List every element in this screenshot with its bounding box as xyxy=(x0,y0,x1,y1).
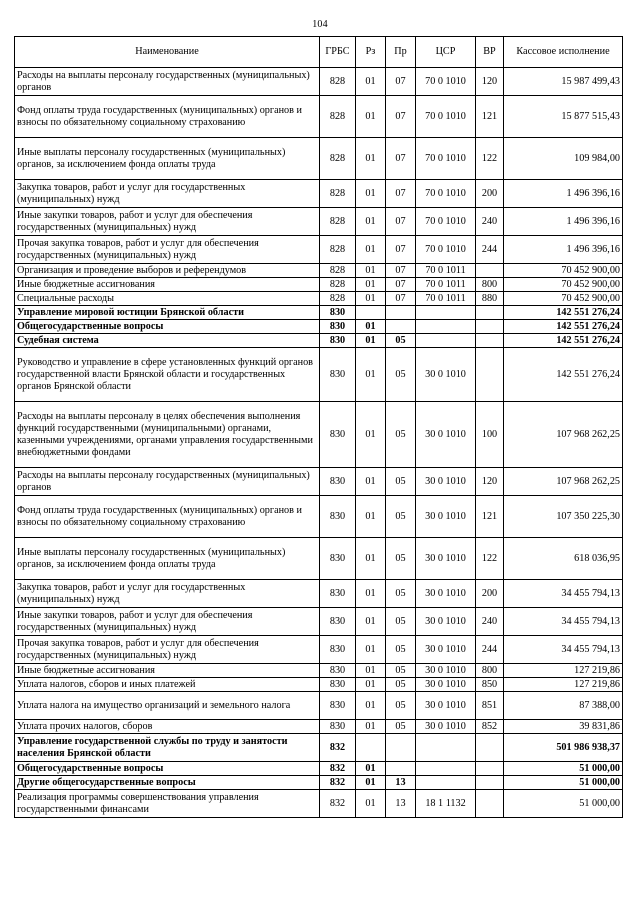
header-csr: ЦСР xyxy=(416,37,476,68)
cell-amount: 51 000,00 xyxy=(504,776,623,790)
cell-grbs: 830 xyxy=(320,608,356,636)
cell-csr xyxy=(416,334,476,348)
cell-amount: 51 000,00 xyxy=(504,790,623,818)
table-row xyxy=(15,306,623,320)
cell-csr: 70 0 1011 xyxy=(416,264,476,278)
cell-amount: 107 350 225,30 xyxy=(504,496,623,538)
cell-rz: 01 xyxy=(356,692,386,720)
cell-pr: 05 xyxy=(386,692,416,720)
cell-name: Организация и проведение выборов и референдумов xyxy=(15,264,320,278)
cell-grbs: 832 xyxy=(320,790,356,818)
cell-amount: 34 455 794,13 xyxy=(504,580,623,608)
cell-amount: 618 036,95 xyxy=(504,538,623,580)
cell-grbs: 828 xyxy=(320,208,356,236)
table-row xyxy=(15,320,623,334)
cell-amount: 70 452 900,00 xyxy=(504,292,623,306)
cell-grbs: 828 xyxy=(320,138,356,180)
cell-amount: 142 551 276,24 xyxy=(504,348,623,402)
cell-name: Расходы на выплаты персоналу в целях обеспечения выполнения функций государственными (муниципальными) органами, казенными учреждениями, органами управления государственными внебюджетными фондами xyxy=(15,402,320,468)
cell-grbs: 830 xyxy=(320,348,356,402)
cell-amount: 109 984,00 xyxy=(504,138,623,180)
cell-name: Закупка товаров, работ и услуг для государственных (муниципальных) нужд xyxy=(15,180,320,208)
cell-pr: 05 xyxy=(386,496,416,538)
cell-name: Судебная система xyxy=(15,334,320,348)
cell-grbs: 830 xyxy=(320,538,356,580)
cell-pr xyxy=(386,306,416,320)
cell-pr: 05 xyxy=(386,678,416,692)
budget-execution-table xyxy=(14,36,623,818)
cell-grbs: 832 xyxy=(320,734,356,762)
cell-pr: 07 xyxy=(386,68,416,96)
cell-vr xyxy=(476,776,504,790)
cell-pr: 05 xyxy=(386,636,416,664)
cell-csr: 30 0 1010 xyxy=(416,468,476,496)
cell-csr: 18 1 1132 xyxy=(416,790,476,818)
table-row xyxy=(15,496,623,538)
cell-vr xyxy=(476,264,504,278)
cell-vr: 120 xyxy=(476,68,504,96)
table-body xyxy=(15,68,623,818)
cell-rz: 01 xyxy=(356,664,386,678)
cell-name: Расходы на выплаты персоналу государственных (муниципальных) органов xyxy=(15,68,320,96)
cell-amount: 34 455 794,13 xyxy=(504,608,623,636)
header-vr: ВР xyxy=(476,37,504,68)
cell-csr xyxy=(416,776,476,790)
cell-rz: 01 xyxy=(356,678,386,692)
cell-vr xyxy=(476,348,504,402)
cell-pr: 13 xyxy=(386,776,416,790)
cell-rz: 01 xyxy=(356,402,386,468)
table-header-row xyxy=(15,37,623,68)
cell-grbs: 828 xyxy=(320,292,356,306)
cell-rz: 01 xyxy=(356,138,386,180)
cell-csr xyxy=(416,734,476,762)
cell-name: Общегосударственные вопросы xyxy=(15,762,320,776)
table-row xyxy=(15,180,623,208)
header-amount: Кассовое исполнение xyxy=(504,37,623,68)
cell-csr: 30 0 1010 xyxy=(416,402,476,468)
cell-rz: 01 xyxy=(356,68,386,96)
cell-rz: 01 xyxy=(356,236,386,264)
table-row xyxy=(15,208,623,236)
table-row xyxy=(15,538,623,580)
cell-vr: 240 xyxy=(476,608,504,636)
table-row xyxy=(15,468,623,496)
cell-amount: 87 388,00 xyxy=(504,692,623,720)
cell-grbs: 830 xyxy=(320,678,356,692)
cell-name: Закупка товаров, работ и услуг для государственных (муниципальных) нужд xyxy=(15,580,320,608)
table-row xyxy=(15,236,623,264)
cell-grbs: 830 xyxy=(320,334,356,348)
cell-name: Иные выплаты персоналу государственных (муниципальных) органов, за исключением фонда оплаты труда xyxy=(15,138,320,180)
cell-grbs: 828 xyxy=(320,68,356,96)
cell-csr: 30 0 1010 xyxy=(416,692,476,720)
table-row xyxy=(15,734,623,762)
cell-pr: 07 xyxy=(386,180,416,208)
cell-vr: 240 xyxy=(476,208,504,236)
cell-amount: 15 987 499,43 xyxy=(504,68,623,96)
cell-vr: 100 xyxy=(476,402,504,468)
cell-amount: 1 496 396,16 xyxy=(504,236,623,264)
cell-vr: 200 xyxy=(476,580,504,608)
cell-rz: 01 xyxy=(356,636,386,664)
header-grbs: ГРБС xyxy=(320,37,356,68)
cell-vr: 880 xyxy=(476,292,504,306)
cell-grbs: 830 xyxy=(320,402,356,468)
cell-rz: 01 xyxy=(356,334,386,348)
cell-grbs: 828 xyxy=(320,236,356,264)
cell-name: Управление государственной службы по труду и занятости населения Брянской области xyxy=(15,734,320,762)
table-row xyxy=(15,138,623,180)
cell-csr: 30 0 1010 xyxy=(416,608,476,636)
cell-rz: 01 xyxy=(356,264,386,278)
cell-grbs: 832 xyxy=(320,762,356,776)
cell-grbs: 830 xyxy=(320,720,356,734)
cell-grbs: 830 xyxy=(320,320,356,334)
cell-name: Общегосударственные вопросы xyxy=(15,320,320,334)
cell-pr: 07 xyxy=(386,138,416,180)
table-row xyxy=(15,790,623,818)
cell-rz: 01 xyxy=(356,468,386,496)
cell-name: Иные бюджетные ассигнования xyxy=(15,664,320,678)
table-row xyxy=(15,678,623,692)
table-row xyxy=(15,720,623,734)
cell-vr xyxy=(476,320,504,334)
cell-amount: 51 000,00 xyxy=(504,762,623,776)
table-row xyxy=(15,762,623,776)
cell-rz xyxy=(356,734,386,762)
cell-rz: 01 xyxy=(356,790,386,818)
cell-rz: 01 xyxy=(356,580,386,608)
cell-name: Иные выплаты персоналу государственных (муниципальных) органов, за исключением фонда оплаты труда xyxy=(15,538,320,580)
cell-amount: 1 496 396,16 xyxy=(504,208,623,236)
cell-vr xyxy=(476,306,504,320)
cell-grbs: 828 xyxy=(320,278,356,292)
header-pr: Пр xyxy=(386,37,416,68)
cell-csr: 70 0 1011 xyxy=(416,278,476,292)
cell-pr: 07 xyxy=(386,96,416,138)
cell-rz: 01 xyxy=(356,278,386,292)
cell-vr: 851 xyxy=(476,692,504,720)
cell-name: Расходы на выплаты персоналу государственных (муниципальных) органов xyxy=(15,468,320,496)
cell-amount: 142 551 276,24 xyxy=(504,334,623,348)
table-row xyxy=(15,776,623,790)
cell-grbs: 828 xyxy=(320,264,356,278)
cell-rz: 01 xyxy=(356,292,386,306)
cell-grbs: 830 xyxy=(320,496,356,538)
cell-rz xyxy=(356,306,386,320)
cell-vr: 120 xyxy=(476,468,504,496)
cell-pr: 05 xyxy=(386,348,416,402)
cell-amount: 107 968 262,25 xyxy=(504,468,623,496)
cell-pr: 05 xyxy=(386,580,416,608)
cell-rz: 01 xyxy=(356,96,386,138)
cell-csr xyxy=(416,306,476,320)
cell-grbs: 830 xyxy=(320,306,356,320)
cell-pr: 05 xyxy=(386,538,416,580)
cell-name: Иные бюджетные ассигнования xyxy=(15,278,320,292)
cell-name: Реализация программы совершенствования управления государственными финансами xyxy=(15,790,320,818)
cell-grbs: 830 xyxy=(320,468,356,496)
cell-name: Уплата налога на имущество организаций и земельного налога xyxy=(15,692,320,720)
cell-amount: 15 877 515,43 xyxy=(504,96,623,138)
cell-csr: 30 0 1010 xyxy=(416,580,476,608)
cell-pr: 07 xyxy=(386,292,416,306)
cell-rz: 01 xyxy=(356,348,386,402)
cell-pr: 05 xyxy=(386,402,416,468)
cell-grbs: 830 xyxy=(320,580,356,608)
header-name: Наименование xyxy=(15,37,320,68)
cell-vr: 200 xyxy=(476,180,504,208)
table-row xyxy=(15,636,623,664)
cell-pr: 05 xyxy=(386,468,416,496)
cell-name: Иные закупки товаров, работ и услуг для обеспечения государственных (муниципальных) нужд xyxy=(15,208,320,236)
cell-vr: 244 xyxy=(476,236,504,264)
cell-vr: 800 xyxy=(476,278,504,292)
cell-amount: 39 831,86 xyxy=(504,720,623,734)
table-row xyxy=(15,96,623,138)
cell-rz: 01 xyxy=(356,538,386,580)
cell-pr: 05 xyxy=(386,720,416,734)
cell-name: Управление мировой юстиции Брянской области xyxy=(15,306,320,320)
cell-pr: 13 xyxy=(386,790,416,818)
cell-pr xyxy=(386,734,416,762)
cell-csr: 30 0 1010 xyxy=(416,636,476,664)
cell-rz: 01 xyxy=(356,208,386,236)
cell-vr: 121 xyxy=(476,96,504,138)
cell-rz: 01 xyxy=(356,720,386,734)
page-number: 104 xyxy=(312,19,328,30)
cell-rz: 01 xyxy=(356,180,386,208)
cell-vr: 122 xyxy=(476,138,504,180)
cell-rz: 01 xyxy=(356,320,386,334)
cell-rz: 01 xyxy=(356,496,386,538)
cell-csr: 70 0 1010 xyxy=(416,138,476,180)
cell-amount: 142 551 276,24 xyxy=(504,320,623,334)
cell-csr: 30 0 1010 xyxy=(416,720,476,734)
cell-csr: 70 0 1010 xyxy=(416,236,476,264)
cell-amount: 142 551 276,24 xyxy=(504,306,623,320)
cell-amount: 34 455 794,13 xyxy=(504,636,623,664)
cell-vr xyxy=(476,762,504,776)
cell-csr xyxy=(416,320,476,334)
cell-amount: 70 452 900,00 xyxy=(504,264,623,278)
cell-pr: 07 xyxy=(386,278,416,292)
cell-amount: 127 219,86 xyxy=(504,678,623,692)
cell-grbs: 830 xyxy=(320,692,356,720)
cell-name: Уплата налогов, сборов и иных платежей xyxy=(15,678,320,692)
cell-vr: 852 xyxy=(476,720,504,734)
table-row xyxy=(15,278,623,292)
cell-vr: 800 xyxy=(476,664,504,678)
cell-csr: 70 0 1010 xyxy=(416,180,476,208)
table-row xyxy=(15,68,623,96)
cell-name: Фонд оплаты труда государственных (муниципальных) органов и взносы по обязательному социальному страхованию xyxy=(15,96,320,138)
cell-vr: 850 xyxy=(476,678,504,692)
cell-vr xyxy=(476,334,504,348)
cell-pr: 07 xyxy=(386,208,416,236)
cell-name: Руководство и управление в сфере установленных функций органов государственной власти Брянской области и государственных органов Брянской области xyxy=(15,348,320,402)
table-row xyxy=(15,664,623,678)
cell-pr: 05 xyxy=(386,664,416,678)
table-row xyxy=(15,348,623,402)
cell-grbs: 830 xyxy=(320,664,356,678)
cell-csr: 30 0 1010 xyxy=(416,678,476,692)
cell-amount: 501 986 938,37 xyxy=(504,734,623,762)
cell-amount: 1 496 396,16 xyxy=(504,180,623,208)
table-row xyxy=(15,334,623,348)
cell-csr: 70 0 1010 xyxy=(416,68,476,96)
cell-pr: 07 xyxy=(386,264,416,278)
cell-amount: 127 219,86 xyxy=(504,664,623,678)
cell-amount: 107 968 262,25 xyxy=(504,402,623,468)
cell-csr: 30 0 1010 xyxy=(416,664,476,678)
cell-csr: 30 0 1010 xyxy=(416,348,476,402)
cell-grbs: 832 xyxy=(320,776,356,790)
cell-pr xyxy=(386,762,416,776)
cell-vr: 244 xyxy=(476,636,504,664)
header-rz: Рз xyxy=(356,37,386,68)
cell-pr: 05 xyxy=(386,608,416,636)
cell-name: Прочая закупка товаров, работ и услуг для обеспечения государственных (муниципальных) нужд xyxy=(15,236,320,264)
cell-csr: 30 0 1010 xyxy=(416,538,476,580)
cell-name: Специальные расходы xyxy=(15,292,320,306)
cell-name: Прочая закупка товаров, работ и услуг для обеспечения государственных (муниципальных) нужд xyxy=(15,636,320,664)
cell-amount: 70 452 900,00 xyxy=(504,278,623,292)
cell-grbs: 828 xyxy=(320,96,356,138)
cell-name: Уплата прочих налогов, сборов xyxy=(15,720,320,734)
cell-csr: 30 0 1010 xyxy=(416,496,476,538)
cell-pr: 05 xyxy=(386,334,416,348)
cell-rz: 01 xyxy=(356,776,386,790)
table-row xyxy=(15,402,623,468)
table-row xyxy=(15,292,623,306)
cell-vr xyxy=(476,790,504,818)
cell-csr: 70 0 1010 xyxy=(416,96,476,138)
cell-rz: 01 xyxy=(356,608,386,636)
cell-grbs: 828 xyxy=(320,180,356,208)
table-row xyxy=(15,608,623,636)
table-row xyxy=(15,264,623,278)
table-row xyxy=(15,692,623,720)
cell-name: Фонд оплаты труда государственных (муниципальных) органов и взносы по обязательному социальному страхованию xyxy=(15,496,320,538)
cell-name: Другие общегосударственные вопросы xyxy=(15,776,320,790)
cell-csr: 70 0 1011 xyxy=(416,292,476,306)
cell-vr xyxy=(476,734,504,762)
cell-pr: 07 xyxy=(386,236,416,264)
cell-name: Иные закупки товаров, работ и услуг для обеспечения государственных (муниципальных) нужд xyxy=(15,608,320,636)
cell-vr: 121 xyxy=(476,496,504,538)
cell-rz: 01 xyxy=(356,762,386,776)
cell-pr xyxy=(386,320,416,334)
cell-csr xyxy=(416,762,476,776)
cell-csr: 70 0 1010 xyxy=(416,208,476,236)
cell-grbs: 830 xyxy=(320,636,356,664)
table-row xyxy=(15,580,623,608)
cell-vr: 122 xyxy=(476,538,504,580)
